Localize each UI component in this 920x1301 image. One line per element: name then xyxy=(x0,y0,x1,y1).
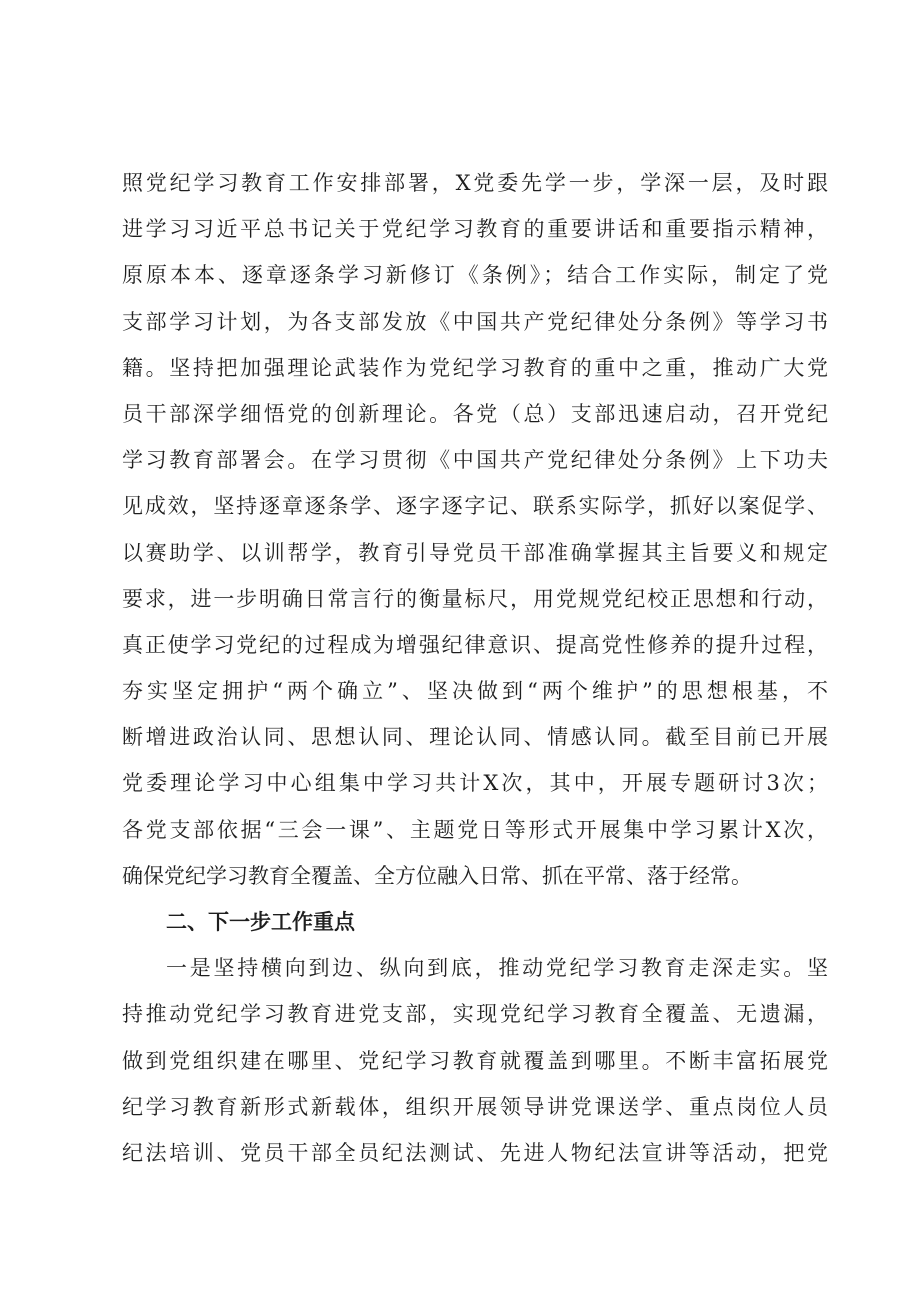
text-line: 做到党组织建在哪里、党纪学习教育就覆盖到哪里。不断丰富拓展党 xyxy=(122,1048,828,1073)
text-line: 要求，进一步明确日常言行的衡量标尺，用党规党纪校正思想和行动， xyxy=(122,586,828,611)
text-line: 纪法培训、党员干部全员纪法测试、先进人物纪法宣讲等活动，把党 xyxy=(122,1140,828,1165)
text-line: 各党支部依据“三会一课”、主题党日等形式开展集中学习累计X次， xyxy=(122,817,828,842)
text-line: 党委理论学习中心组集中学习共计X次，其中，开展专题研讨3次； xyxy=(122,771,828,796)
text-line: 员干部深学细悟党的创新理论。各党（总）支部迅速启动，召开党纪 xyxy=(122,401,828,426)
text-line: 籍。坚持把加强理论武装作为党纪学习教育的重中之重，推动广大党 xyxy=(122,355,828,380)
text-line: 进学习习近平总书记关于党纪学习教育的重要讲话和重要指示精神， xyxy=(122,217,828,242)
document-body xyxy=(122,160,828,1176)
text-line: 夯实坚定拥护“两个确立”、坚决做到“两个维护”的思想根基，不 xyxy=(122,679,828,704)
text-line: 原原本本、逐章逐条学习新修订《条例》；结合工作实际，制定了党 xyxy=(122,263,828,288)
text-line: 确保党纪学习教育全覆盖、全方位融入日常、抓在平常、落于经常。 xyxy=(122,863,752,888)
text-line: 断增进政治认同、思想认同、理论认同、情感认同。截至目前已开展 xyxy=(122,725,828,750)
text-line: 支部学习计划，为各支部发放《中国共产党纪律处分条例》等学习书 xyxy=(122,309,828,334)
section-heading: 二、下一步工作重点 xyxy=(166,910,355,934)
text-line: 照党纪学习教育工作安排部署，X党委先学一步，学深一层，及时跟 xyxy=(122,171,828,195)
text-line: 持推动党纪学习教育进党支部，实现党纪学习教育全覆盖、无遗漏， xyxy=(122,1002,828,1027)
text-line: 一是坚持横向到边、纵向到底，推动党纪学习教育走深走实。坚 xyxy=(166,956,828,981)
text-line: 见成效，坚持逐章逐条学、逐字逐字记、联系实际学，抓好以案促学、 xyxy=(122,494,828,519)
text-line: 以赛助学、以训帮学，教育引导党员干部准确掌握其主旨要义和规定 xyxy=(122,540,828,565)
text-line: 学习教育部署会。在学习贯彻《中国共产党纪律处分条例》上下功夫 xyxy=(122,448,828,473)
text-line: 纪学习教育新形式新载体，组织开展领导讲党课送学、重点岗位人员 xyxy=(122,1094,828,1119)
text-line: 真正使学习党纪的过程成为增强纪律意识、提高党性修养的提升过程， xyxy=(122,632,828,657)
